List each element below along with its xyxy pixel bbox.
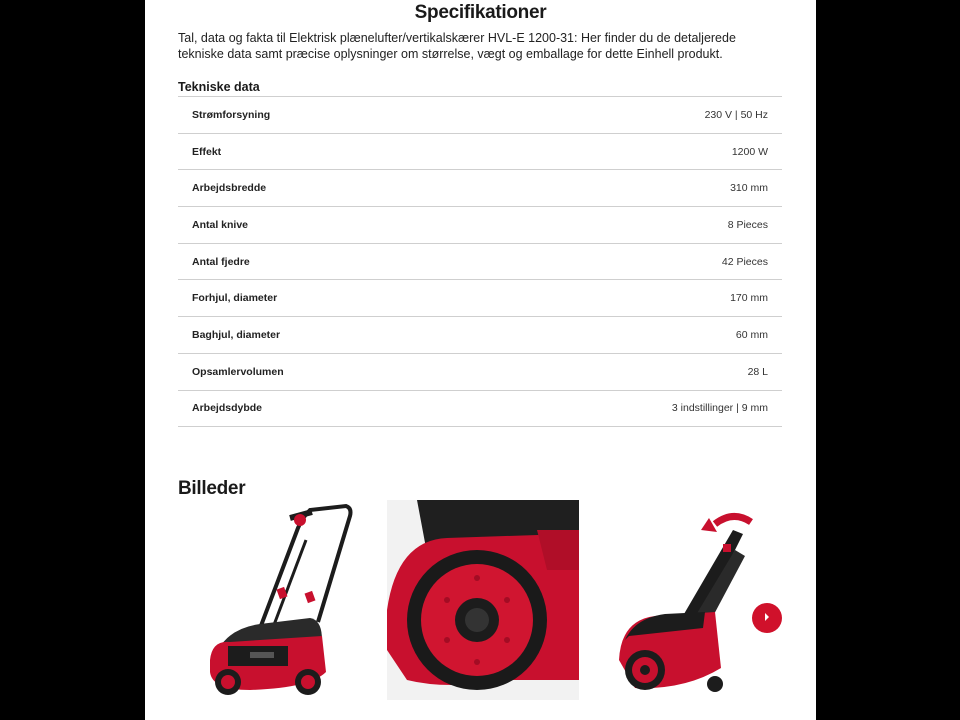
spec-row — [178, 207, 782, 244]
gallery-title: Billeder — [178, 478, 246, 499]
gallery-image-folded[interactable] — [605, 500, 785, 700]
spec-value: 170 mm — [730, 292, 768, 305]
spec-row — [178, 134, 782, 171]
section-intro: Tal, data og fakta til Elektrisk plænelufter/vertikalskærer HVL-E 1200-31: Her finder du de detaljerede tekniske data samt præcise oplysninger om størrelse, vægt og emballage for dette Einhell produkt. — [178, 31, 736, 61]
chevron-right-icon — [762, 609, 772, 627]
spec-row — [178, 280, 782, 317]
spec-value: 8 Pieces — [727, 218, 768, 231]
gallery-image-product[interactable] — [190, 500, 378, 700]
gallery-next-button[interactable] — [752, 603, 782, 633]
spec-value: 1200 W — [731, 145, 768, 158]
spec-label: Arbejdsbredde — [192, 182, 267, 195]
spec-table — [178, 96, 782, 427]
spec-value: 60 mm — [735, 328, 768, 341]
spec-row — [178, 354, 782, 391]
section-title: Specifikationer — [414, 2, 547, 23]
spec-value: 310 mm — [730, 182, 768, 195]
spec-label: Antal knive — [192, 218, 249, 231]
spec-label: Baghjul, diameter — [192, 328, 281, 341]
spec-label: Forhjul, diameter — [192, 292, 278, 305]
spec-row — [178, 170, 782, 207]
spec-value: 3 indstillinger | 9 mm — [671, 402, 768, 415]
spec-label: Strømforsyning — [192, 108, 271, 121]
spec-row — [178, 317, 782, 354]
spec-label: Opsamlervolumen — [192, 365, 284, 378]
spec-page — [145, 0, 816, 720]
spec-label: Arbejdsdybde — [192, 402, 263, 415]
spec-value: 42 Pieces — [721, 255, 768, 268]
spec-label: Antal fjedre — [192, 255, 250, 268]
spec-label: Effekt — [192, 145, 222, 158]
spec-row — [178, 391, 782, 428]
spec-row — [178, 244, 782, 281]
spec-row — [178, 97, 782, 134]
gallery-image-wheel[interactable] — [387, 500, 579, 700]
tech-data-heading: Tekniske data — [178, 80, 260, 94]
spec-value: 28 L — [747, 365, 768, 378]
spec-value: 230 V | 50 Hz — [704, 108, 768, 121]
